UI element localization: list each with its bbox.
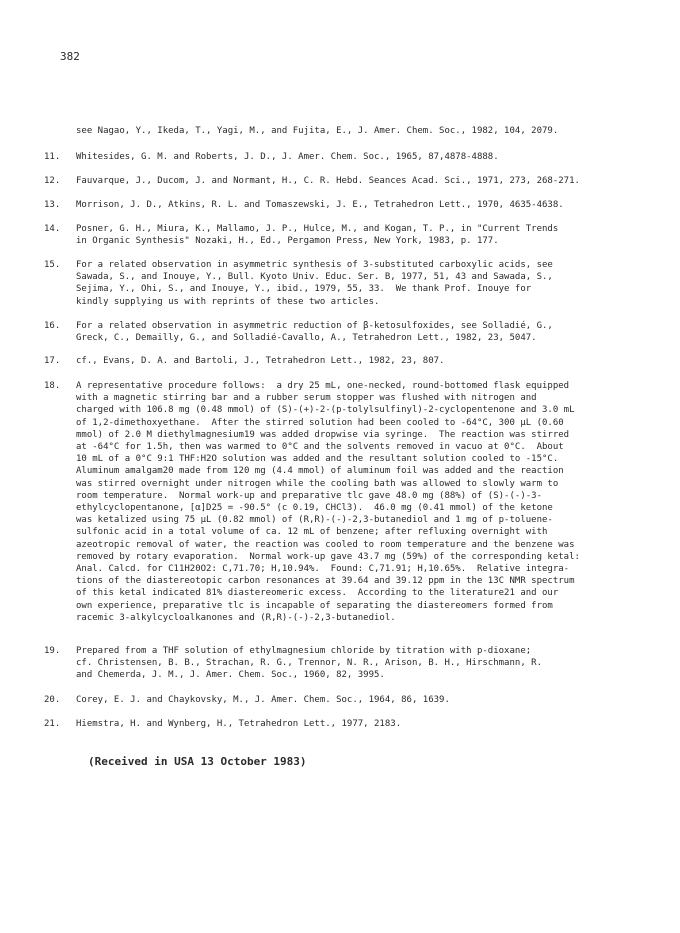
reference-text: For a related observation in asymmetric synthesis of 3-substituted carboxylic acids, see Sawada, S., and Inouye, Y., Bull. Kyoto Univ. Educ. Ser. B, 1977, 51, 43 and Sawada, S., Sejima, Y., Ohi, S., and Inouye, Y., ibid., 1979, 55, 33. We thank Prof. Inouye for kindly supplying us with reprints of these two articles. bbox=[76, 260, 553, 307]
reference-20 bbox=[44, 694, 656, 706]
reference-number: 20. bbox=[44, 695, 61, 705]
reference-number: 18. bbox=[44, 381, 61, 391]
reference-13 bbox=[44, 199, 656, 211]
reference-text: Whitesides, G. M. and Roberts, J. D., J. Amer. Chem. Soc., 1965, 87,4878-4888. bbox=[76, 152, 499, 162]
reference-21 bbox=[44, 718, 656, 730]
reference-12 bbox=[44, 175, 656, 187]
reference-text: Prepared from a THF solution of ethylmagnesium chloride by titration with p-dioxane; cf. Christensen, B. B., Strachan, R. G., Trennor, N. R., Arison, B. H., Hirschmann, R. and Chemerda, J. M., J. Amer. Chem. Soc., 1960, 82, 3995. bbox=[76, 646, 542, 681]
reference-text: Posner, G. H., Miura, K., Mallamo, J. P., Hulce, M., and Kogan, T. P., in "Current Trends in Organic Synthesis" Nozaki, H., Ed., Pergamon Press, New York, 1983, p. 177. bbox=[76, 224, 559, 247]
reference-number: 11. bbox=[44, 152, 61, 162]
reference-number: 14. bbox=[44, 224, 61, 234]
reference-11 bbox=[44, 151, 656, 163]
reference-17 bbox=[44, 355, 656, 367]
received-date: (Received in USA 13 October 1983) bbox=[88, 755, 307, 768]
reference-text: Corey, E. J. and Chaykovsky, M., J. Amer. Chem. Soc., 1964, 86, 1639. bbox=[76, 695, 450, 705]
reference-text: A representative procedure follows: a dry 25 mL, one-necked, round-bottomed flask equipped with a magnetic stirring bar and a rubber serum stopper was flushed with nitrogen and charged with 106.8 mg (0.48 mmol) of (S)-(+)-2-(p-tolylsulfinyl)-2-cyclopentenone and 3.0 mL of 1,2-dimethoxyethane. After the stirred solution had been cooled to -64°C, 300 μL (0.60 mmol) of 2.0 M diethylmagnesium19 was added dropwise via syringe. The reaction was stirred at -64°C for 1.5h, then was warmed to 0°C and the solvents removed in vacuo at 0°C. About 10 mL of a 0°C 9:1 THF:H2O solution was added and the resultant solution cooled to -15°C. Aluminum amalgam20 made from 120 mg (4.4 mmol) of aluminum foil was added and the reaction was stirred overnight under nitrogen while the cooling bath was allowed to slowly warm to room temperature. Normal work-up and preparative tlc gave 48.0 mg (88%) of (S)-(-)-3- ethylcyclopentanone, [α]D25 = -90.5° (c 0.19, CHCl3). 46.0 mg (0.41 mmol) of the ketone was ketalized using 75 μL (0.82 mmol) of (R,R)-(-)-2,3-butanediol and 1 mg of p-toluene- sulfonic acid in a total volume of ca. 12 mL of benzene; after refluxing overnight with azeotropic removal of water, the reaction was cooled to room temperature and the benzene was removed by rotary evaporation. Normal work-up gave 43.7 mg (59%) of the corresponding ketal: Anal. Calcd. for C11H20O2: C,71.70; H,10.94%. Found: C,71.91; H,10.65%. Relative integra- tions of the diastereotopic carbon resonances at 39.64 and 39.12 ppm in the 13C NMR spectrum of this ketal indicated 81% diastereomeric excess. According to the literature21 and our own experience, preparative tlc is incapable of separating the diastereomers formed from racemic 3-alkylcycloalkanones and (R,R)-(-)-2,3-butanediol. bbox=[76, 381, 580, 623]
reference-continuation: see Nagao, Y., Ikeda, T., Yagi, M., and Fujita, E., J. Amer. Chem. Soc., 1982, 104, 2079. bbox=[76, 126, 559, 136]
reference-number: 21. bbox=[44, 719, 61, 729]
reference-text: Fauvarque, J., Ducom, J. and Normant, H., C. R. Hebd. Seances Acad. Sci., 1971, 273, 268-271. bbox=[76, 176, 580, 186]
reference-15 bbox=[44, 259, 656, 308]
reference-text: For a related observation in asymmetric reduction of β-ketosulfoxides, see Solladié, G., Greck, C., Demailly, G., and Solladié-Cavallo, A., Tetrahedron Lett., 1982, 23, 5047. bbox=[76, 321, 553, 344]
reference-number: 12. bbox=[44, 176, 61, 186]
reference-number: 13. bbox=[44, 200, 61, 210]
reference-19 bbox=[44, 645, 656, 682]
reference-text: Hiemstra, H. and Wynberg, H., Tetrahedron Lett., 1977, 2183. bbox=[76, 719, 402, 729]
reference-14 bbox=[44, 223, 656, 247]
reference-number: 17. bbox=[44, 356, 61, 366]
reference-number: 15. bbox=[44, 260, 61, 270]
reference-number: 16. bbox=[44, 321, 61, 331]
reference-text: Morrison, J. D., Atkins, R. L. and Tomaszewski, J. E., Tetrahedron Lett., 1970, 4635-4638. bbox=[76, 200, 564, 210]
reference-text: cf., Evans, D. A. and Bartoli, J., Tetrahedron Lett., 1982, 23, 807. bbox=[76, 356, 445, 366]
reference-18 bbox=[44, 380, 656, 624]
reference-16 bbox=[44, 320, 656, 344]
page-number: 382 bbox=[60, 50, 80, 63]
reference-number: 19. bbox=[44, 646, 61, 656]
